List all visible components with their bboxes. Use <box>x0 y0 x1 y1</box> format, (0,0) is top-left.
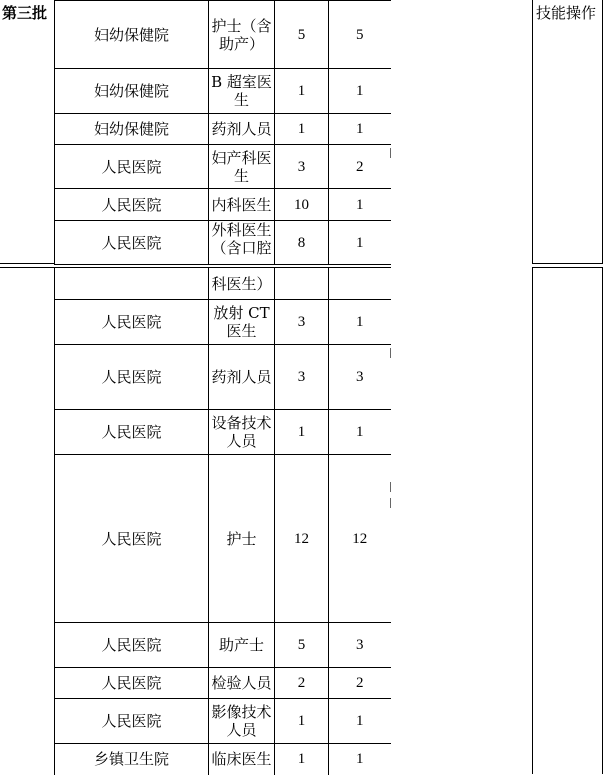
skill-operation-label: 技能操作 <box>536 4 597 22</box>
table-row <box>55 623 391 668</box>
table-row <box>55 145 391 189</box>
recruitment-table-section-1 <box>54 0 391 265</box>
unit-cell: 妇幼保健院 <box>55 69 209 114</box>
unit-cell: 人民医院 <box>55 623 209 668</box>
count-cell: 1 <box>329 744 391 775</box>
count-cell: 1 <box>329 114 391 145</box>
count-cell: 5 <box>329 1 391 69</box>
quota-cell: 1 <box>275 410 329 455</box>
quota-cell: 5 <box>275 1 329 69</box>
table-row <box>55 1 391 69</box>
quota-cell: 1 <box>275 744 329 775</box>
unit-cell: 人民医院 <box>55 455 209 623</box>
count-cell: 1 <box>329 221 391 265</box>
unit-cell: 人民医院 <box>55 145 209 189</box>
count-cell: 3 <box>329 623 391 668</box>
post-cell: 妇产科医生 <box>209 145 275 189</box>
skill-column-left-line-2 <box>532 267 533 774</box>
count-cell <box>329 268 391 300</box>
quota-cell: 1 <box>275 69 329 114</box>
post-cell: 放射 CT 医生 <box>209 300 275 345</box>
unit-cell: 妇幼保健院 <box>55 114 209 145</box>
count-cell: 2 <box>329 145 391 189</box>
count-cell: 1 <box>329 410 391 455</box>
clipped-text-mark <box>390 348 395 358</box>
quota-cell: 8 <box>275 221 329 265</box>
unit-cell <box>55 268 209 300</box>
recruitment-table-section-2 <box>54 267 391 775</box>
quota-cell: 2 <box>275 668 329 699</box>
table-row <box>55 410 391 455</box>
quota-cell <box>275 268 329 300</box>
count-cell: 1 <box>329 69 391 114</box>
count-cell: 1 <box>329 300 391 345</box>
batch-label: 第三批 <box>2 4 48 22</box>
quota-cell: 3 <box>275 345 329 410</box>
table-row <box>55 268 391 300</box>
unit-cell: 妇幼保健院 <box>55 1 209 69</box>
table-row <box>55 189 391 221</box>
table-row <box>55 300 391 345</box>
quota-cell: 10 <box>275 189 329 221</box>
skill-column-left-line <box>532 0 533 264</box>
table-row <box>55 221 391 265</box>
count-cell: 3 <box>329 345 391 410</box>
post-cell: 影像技术人员 <box>209 699 275 744</box>
unit-cell: 人民医院 <box>55 668 209 699</box>
clipped-text-mark <box>390 498 395 508</box>
table-row <box>55 744 391 775</box>
table-row <box>55 345 391 410</box>
quota-cell: 3 <box>275 145 329 189</box>
quota-cell: 1 <box>275 699 329 744</box>
section-2-top-line <box>0 267 54 268</box>
quota-cell: 5 <box>275 623 329 668</box>
unit-cell: 人民医院 <box>55 699 209 744</box>
clipped-text-mark <box>390 482 395 492</box>
table-row <box>55 455 391 623</box>
section-1-skill-bottom-line <box>532 263 603 264</box>
post-cell: 护士 <box>209 455 275 623</box>
quota-cell: 3 <box>275 300 329 345</box>
skill-column-right-line <box>602 0 603 264</box>
count-cell: 1 <box>329 189 391 221</box>
post-cell: 助产士 <box>209 623 275 668</box>
post-cell: 科医生） <box>209 268 275 300</box>
post-cell: 检验人员 <box>209 668 275 699</box>
quota-cell: 1 <box>275 114 329 145</box>
post-cell: 外科医生（含口腔 <box>209 221 275 265</box>
post-cell: 设备技术人员 <box>209 410 275 455</box>
count-cell: 2 <box>329 668 391 699</box>
table-row <box>55 668 391 699</box>
post-cell: 药剂人员 <box>209 114 275 145</box>
post-cell: 临床医生 <box>209 744 275 775</box>
unit-cell: 人民医院 <box>55 189 209 221</box>
unit-cell: 人民医院 <box>55 410 209 455</box>
count-cell: 12 <box>329 455 391 623</box>
table-row <box>55 69 391 114</box>
post-cell: 药剂人员 <box>209 345 275 410</box>
unit-cell: 人民医院 <box>55 221 209 265</box>
post-cell: 内科医生 <box>209 189 275 221</box>
table-row <box>55 114 391 145</box>
post-cell: B 超室医生 <box>209 69 275 114</box>
skill-column-right-line-2 <box>602 267 603 774</box>
unit-cell: 人民医院 <box>55 300 209 345</box>
section-2-skill-top-line <box>532 267 603 268</box>
quota-cell: 12 <box>275 455 329 623</box>
table-row <box>55 699 391 744</box>
count-cell: 1 <box>329 699 391 744</box>
unit-cell: 乡镇卫生院 <box>55 744 209 775</box>
post-cell: 护士（含助产） <box>209 1 275 69</box>
section-1-bottom-line <box>0 263 54 264</box>
clipped-text-mark <box>390 148 395 158</box>
unit-cell: 人民医院 <box>55 345 209 410</box>
